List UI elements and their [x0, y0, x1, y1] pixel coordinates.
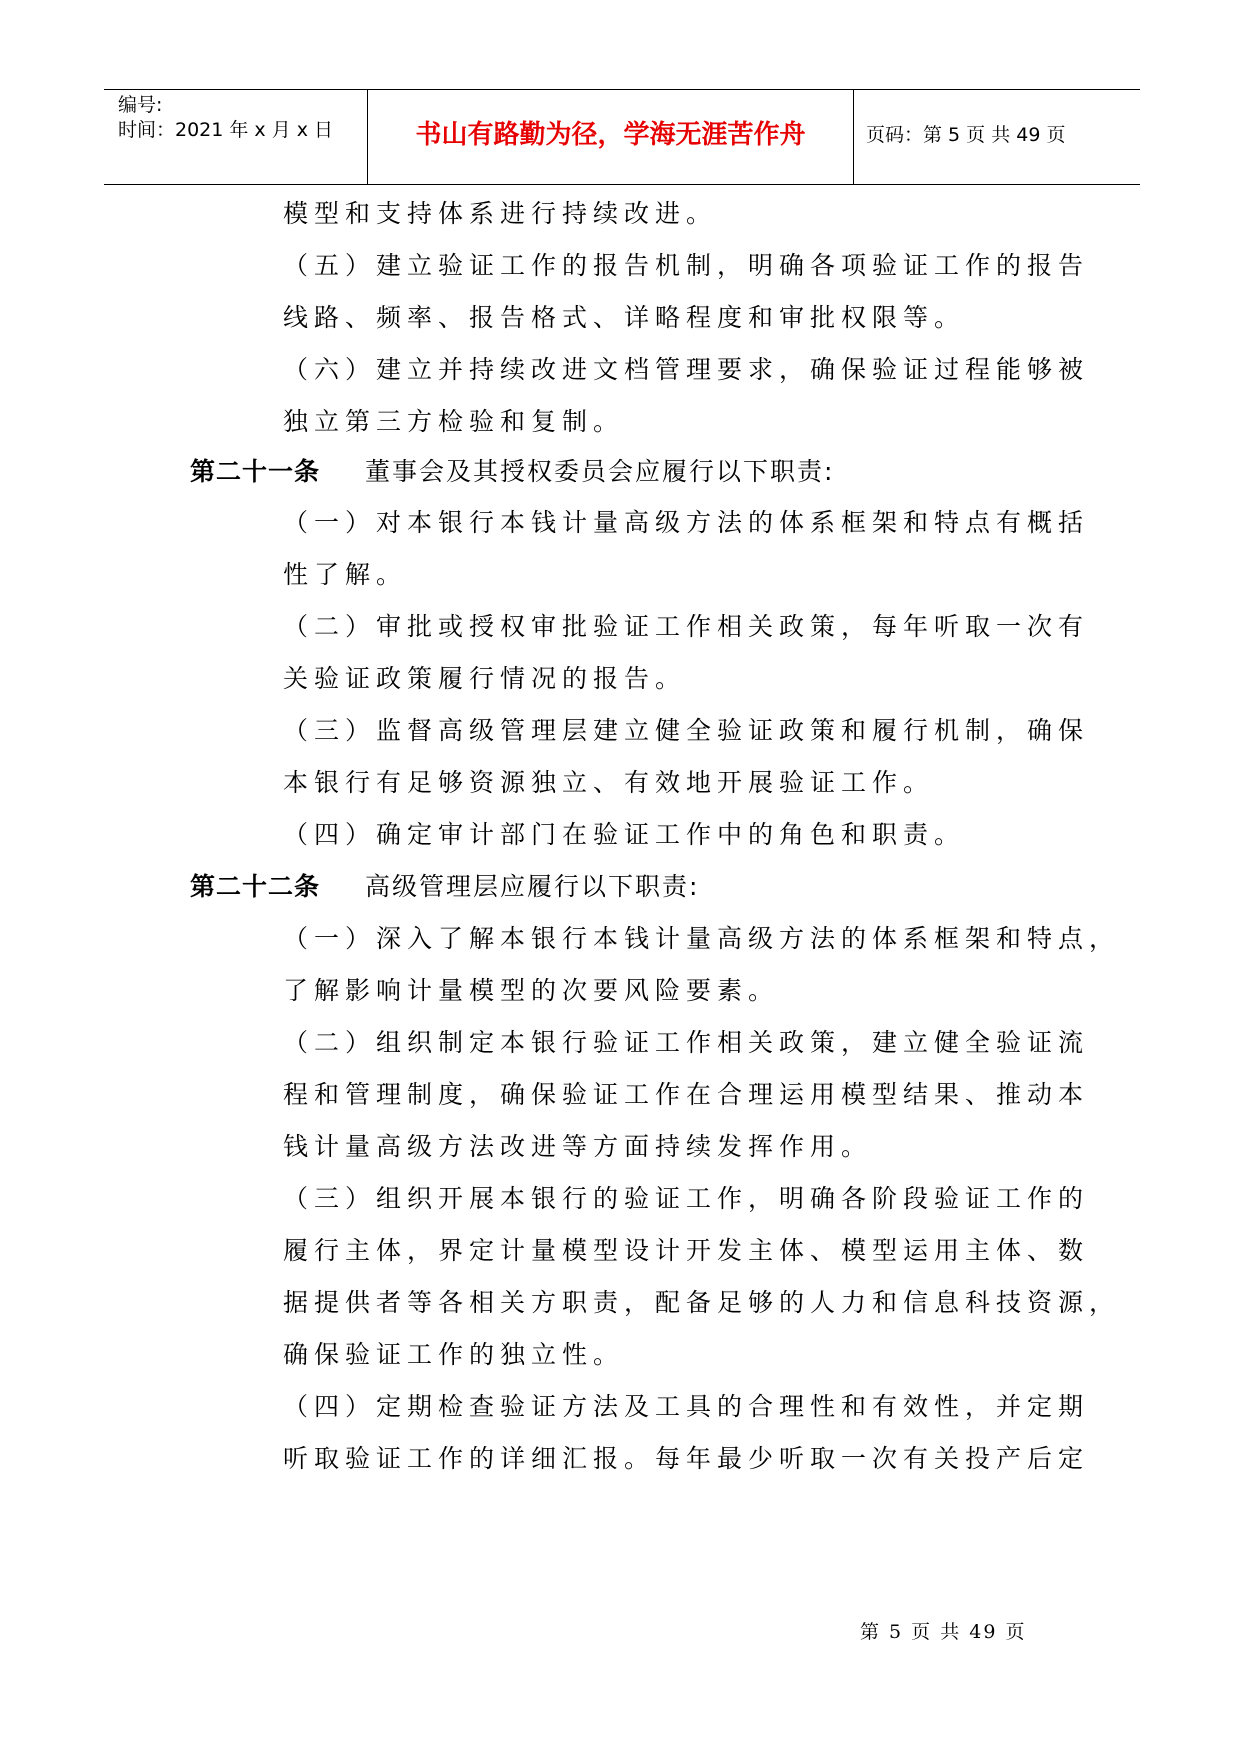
article-22-label: 第二十二条	[190, 872, 321, 901]
body-line: 了解影响计量模型的次要风险要素。	[283, 976, 780, 1005]
body-line: （二）组织制定本银行验证工作相关政策，建立健全验证流	[283, 1028, 1090, 1057]
header-motto: 书山有路勤为径，学海无涯苦作舟	[415, 120, 806, 150]
body-line: （三）监督高级管理层建立健全验证政策和履行机制，确保	[283, 716, 1090, 745]
body-line: 履行主体，界定计量模型设计开发主体、模型运用主体、数	[283, 1236, 1090, 1265]
header-page-cell	[854, 90, 1140, 184]
body-line: 程和管理制度，确保验证工作在合理运用模型结果、推动本	[283, 1080, 1090, 1109]
body-line: 据提供者等各相关方职责，配备足够的人力和信息科技资源，	[283, 1288, 1121, 1317]
document-time-label: 时间：2021 年 x 月 x 日	[118, 119, 334, 141]
article-21-heading: 董事会及其授权委员会应履行以下职责:	[365, 457, 835, 486]
body-line: 模型和支持体系进行持续改进。	[283, 199, 718, 228]
header-info-cell	[104, 90, 368, 184]
body-line: 性了解。	[283, 560, 408, 589]
body-line: （一）对本银行本钱计量高级方法的体系框架和特点有概括	[283, 508, 1090, 537]
body-line: （六）建立并持续改进文档管理要求，确保验证过程能够被	[283, 355, 1090, 384]
article-21-label: 第二十一条	[190, 457, 321, 486]
page-header	[104, 89, 1140, 185]
header-motto-cell	[368, 90, 854, 184]
body-line: （五）建立验证工作的报告机制，明确各项验证工作的报告	[283, 251, 1090, 280]
body-line: （四）确定审计部门在验证工作中的角色和职责。	[283, 820, 966, 849]
body-line: （四）定期检查验证方法及工具的合理性和有效性，并定期	[283, 1392, 1090, 1421]
body-line: 确保验证工作的独立性。	[283, 1340, 625, 1369]
body-line: 钱计量高级方法改进等方面持续发挥作用。	[283, 1132, 873, 1161]
body-line: （一）深入了解本银行本钱计量高级方法的体系框架和特点，	[283, 924, 1121, 953]
body-line: 听取验证工作的详细汇报。每年最少听取一次有关投产后定	[283, 1444, 1090, 1473]
article-22-heading: 高级管理层应履行以下职责:	[365, 872, 700, 901]
body-line: 本银行有足够资源独立、有效地开展验证工作。	[283, 768, 935, 797]
body-line: 关验证政策履行情况的报告。	[283, 664, 687, 693]
body-line: 线路、频率、报告格式、详略程度和审批权限等。	[283, 303, 966, 332]
footer-page-number: 第 5 页 共 49 页	[860, 1621, 1027, 1643]
body-line: （二）审批或授权审批验证工作相关政策，每年听取一次有	[283, 612, 1090, 641]
header-page-number: 页码：第 5 页 共 49 页	[866, 124, 1066, 146]
body-line: （三）组织开展本银行的验证工作，明确各阶段验证工作的	[283, 1184, 1090, 1213]
body-line: 独立第三方检验和复制。	[283, 407, 625, 436]
document-number-label: 编号:	[118, 94, 163, 116]
